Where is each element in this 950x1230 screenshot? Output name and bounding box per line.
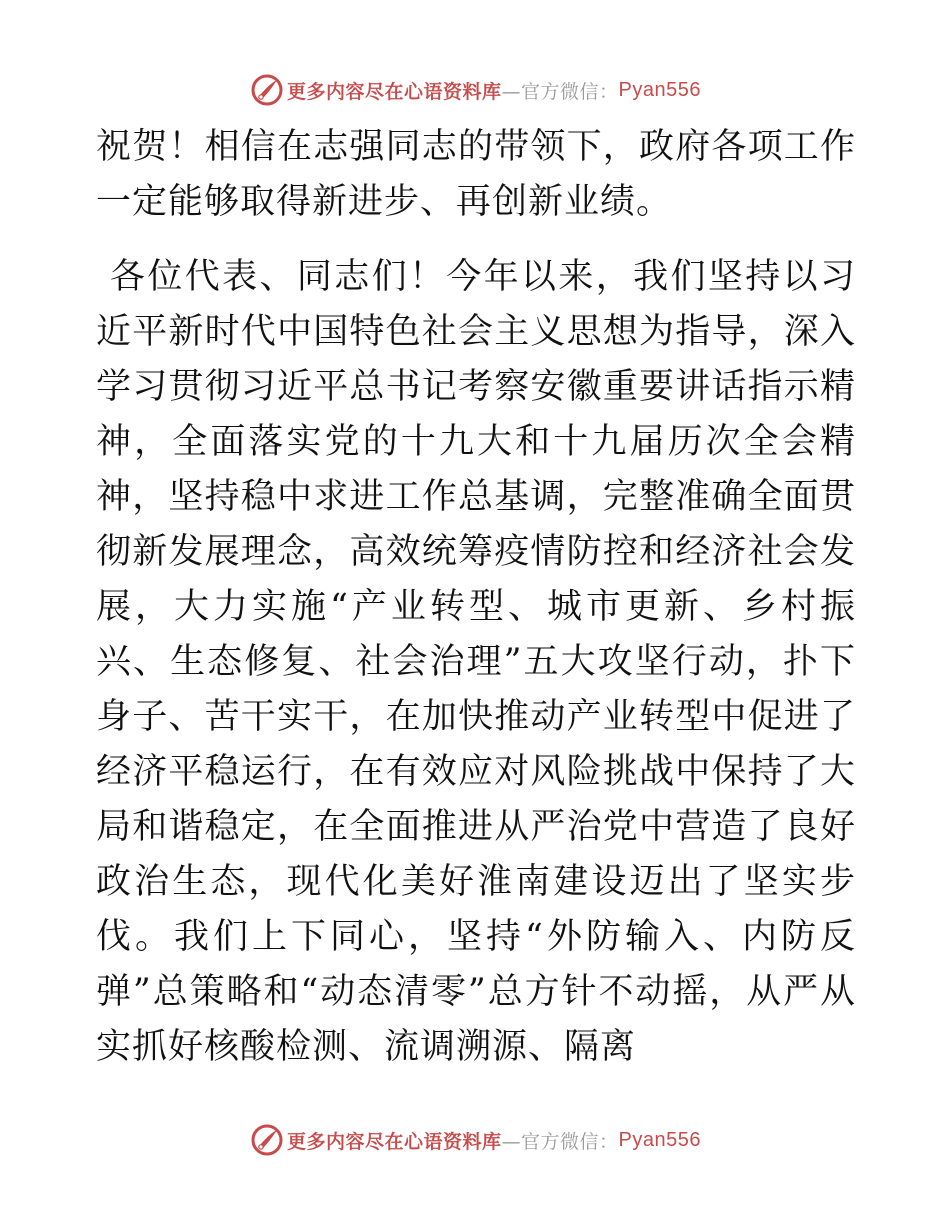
pen-nib-circle-logo-icon — [249, 1122, 285, 1158]
paragraph-congratulation: 祝贺！相信在志强同志的带领下，政府各项工作一定能够取得新进步、再创新业绩。 — [96, 127, 856, 222]
paragraph-work-review: 各位代表、同志们！今年以来，我们坚持以习近平新时代中国特色社会主义思想为指导，深入学习贯彻习近平总书记考察安徽重要讲话指示精神，全面落实党的十九大和十九届历次全会精神，坚持稳中求进工作总基调，完整准确全面贯彻新发展理念，高效统筹疫情防控和经济社会发展，大力实施“产业转型、城市更新、乡村振兴、生态修复、社会治理”五大攻坚行动，扑下身子、苦干实干，在加快推动产业转型中促进了经济平稳运行，在有效应对风险挑战中保持了大局和谐稳定，在全面推进从严治党中营造了良好政治生态，现代化美好淮南建设迈出了坚实步伐。我们上下同心，坚持“外防输入、内防反弹”总策略和“动态清零”总方针不动摇，从严从实抓好核酸检测、流调溯源、隔离 — [96, 257, 856, 1067]
pen-nib-circle-logo-icon — [249, 72, 285, 108]
header-wechat-id: Pyan556 — [618, 78, 701, 101]
header-official-label: —官方微信： — [501, 80, 619, 103]
footer-official-label: —官方微信： — [501, 1130, 619, 1153]
header-brand: 更多内容尽在心语资料库 — [287, 80, 502, 103]
footer-banner-text — [287, 1127, 701, 1154]
footer-banner — [0, 1118, 950, 1162]
document-body — [96, 120, 856, 1075]
header-banner-text — [287, 77, 701, 104]
header-banner — [0, 68, 950, 112]
footer-brand: 更多内容尽在心语资料库 — [287, 1130, 502, 1153]
footer-wechat-id: Pyan556 — [618, 1128, 701, 1151]
